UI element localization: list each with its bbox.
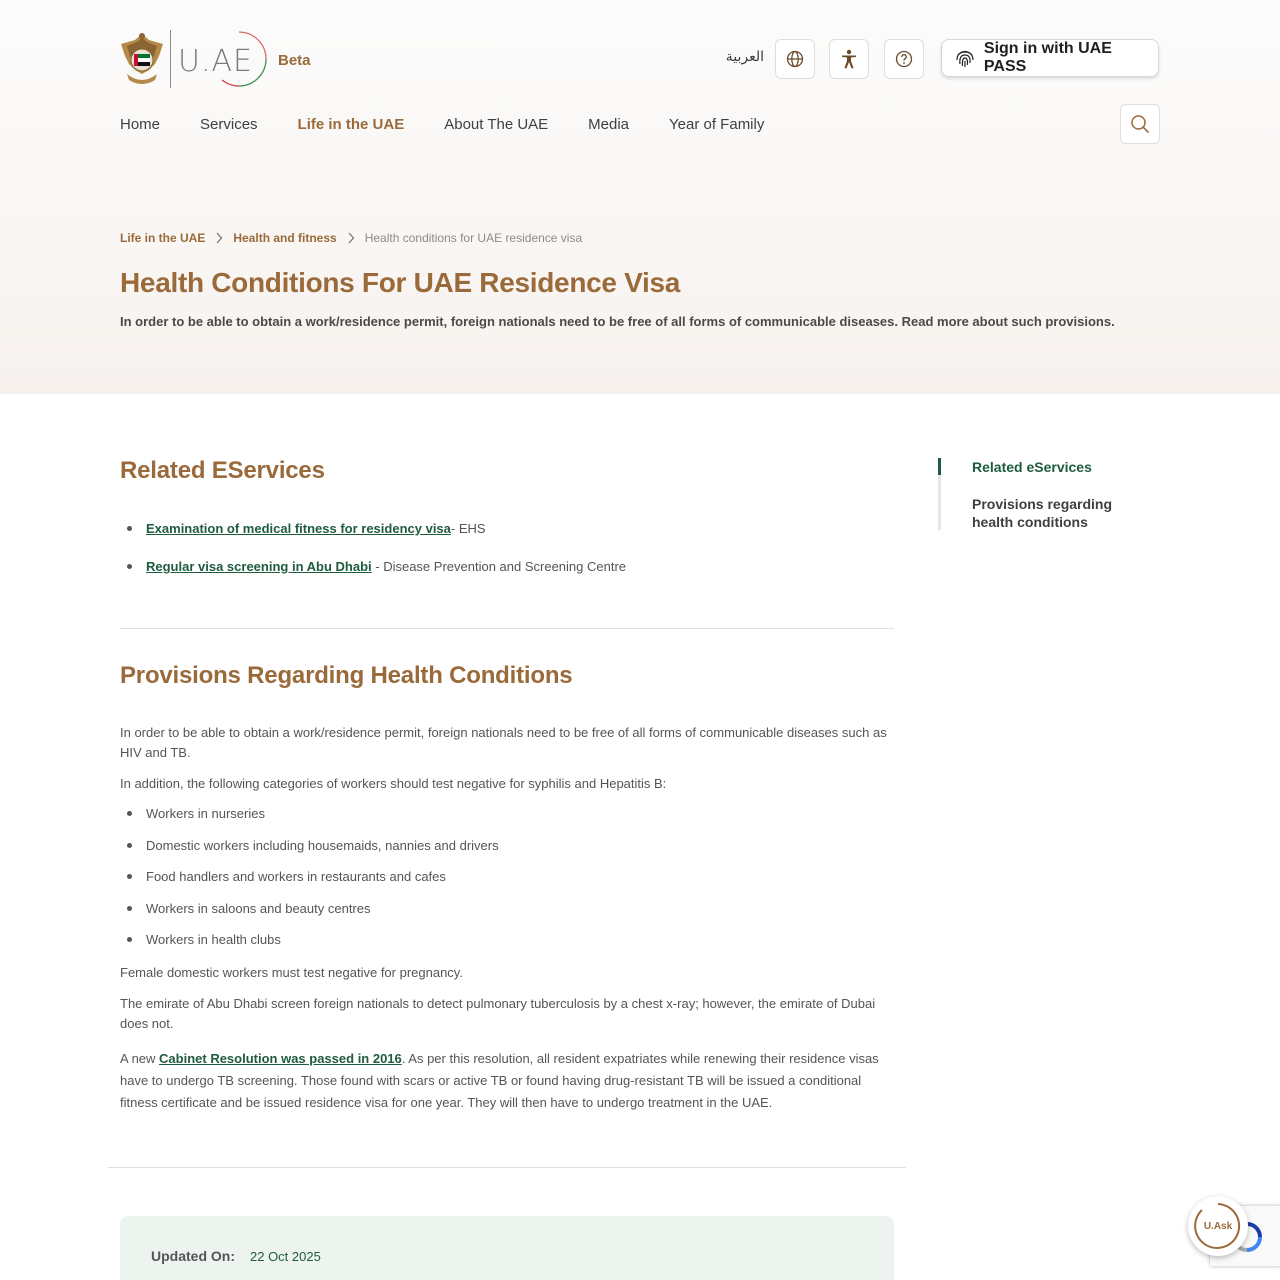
updated-on-label: Updated On: (151, 1248, 235, 1264)
breadcrumb-life-in-the-uae[interactable]: Life in the UAE (120, 231, 206, 245)
toc-track (938, 458, 941, 530)
eservice-provider: - Disease Prevention and Screening Centre (371, 559, 627, 574)
search-icon (1130, 114, 1150, 134)
help-icon (895, 50, 913, 68)
list-item: Workers in nurseries (120, 806, 265, 821)
nav-item-home[interactable]: Home (120, 116, 161, 133)
bullet-icon (127, 906, 132, 911)
provisions-paragraph: In order to be able to obtain a work/residence permit, foreign nationals need to be free of all forms of communicable diseases such as HIV and TB. (120, 725, 887, 760)
chevron-right-icon (347, 232, 355, 244)
list-item: Workers in saloons and beauty centres (120, 901, 371, 916)
nav-item-year-of-family[interactable]: Year of Family (669, 116, 765, 133)
eservice-provider: - EHS (450, 521, 486, 536)
provisions-paragraph: Female domestic workers must test negative for pregnancy. (120, 965, 463, 980)
list-item: Food handlers and workers in restaurants and cafes (120, 869, 446, 884)
provisions-paragraph: A new Cabinet Resolution was passed in 2016. As per this resolution, all resident expatriates while renewing their residence visas have to undergo TB screening. Those found with scars or active TB or found having drug-resistant TB will be issued a conditional fitness certificate and be issued residence visa for one year. They will then have to undergo treatment in the UAE. (120, 1051, 879, 1110)
list-item (120, 521, 486, 536)
bullet-icon (127, 843, 132, 848)
bullet-icon (127, 564, 132, 569)
page-title: Health Conditions For UAE Residence Visa (120, 267, 681, 298)
globe-icon (786, 50, 804, 68)
main-nav (120, 116, 804, 133)
breadcrumb-current: Health conditions for UAE residence visa (364, 231, 583, 245)
nav-item-about-the-uae[interactable]: About The UAE (444, 116, 549, 133)
nav-item-life-in-the-uae[interactable]: Life in the UAE (297, 116, 405, 133)
language-switch[interactable]: العربية (725, 49, 764, 65)
search-button[interactable] (1120, 104, 1160, 144)
updated-on-value: 22 Oct 2025 (250, 1249, 321, 1264)
list-item: Workers in health clubs (120, 932, 281, 947)
uask-chat-button[interactable] (1188, 1196, 1248, 1256)
toc-item-provisions[interactable]: Provisions regarding health conditions (972, 496, 1113, 530)
breadcrumb-health-and-fitness[interactable]: Health and fitness (233, 231, 337, 245)
logo-ring-icon (210, 30, 268, 88)
provisions-paragraph: In addition, the following categories of workers should test negative for syphilis and Hepatitis B: (120, 776, 667, 791)
page-lead: In order to be able to obtain a work/residence permit, foreign nationals need to be free of all forms of communicable diseases. Read more about such provisions. (120, 314, 1115, 329)
logo-text: U.AE (178, 44, 253, 79)
bullet-icon (127, 937, 132, 942)
updated-on-box (120, 1216, 894, 1280)
fingerprint-icon (954, 47, 976, 69)
provisions-heading: Provisions Regarding Health Conditions (120, 662, 573, 689)
nav-item-services[interactable]: Services (200, 116, 258, 133)
uae-pass-sign-in-button[interactable] (941, 39, 1159, 77)
cabinet-resolution-link[interactable]: Cabinet Resolution was passed in 2016 (159, 1051, 402, 1066)
globe-button[interactable] (775, 39, 815, 79)
toc-item-related-eservices[interactable]: Related eServices (972, 459, 1092, 475)
logo-divider (170, 30, 171, 88)
list-item: Domestic workers including housemaids, nannies and drivers (120, 838, 499, 853)
eservice-link-medical-fitness[interactable]: Examination of medical fitness for residency visa (146, 521, 451, 536)
section-divider (120, 628, 894, 629)
bullet-icon (127, 811, 132, 816)
accessibility-icon (840, 49, 858, 69)
help-button[interactable] (884, 39, 924, 79)
breadcrumb (120, 231, 582, 245)
uask-label: U.Ask (1203, 1220, 1233, 1232)
nav-item-media[interactable]: Media (588, 116, 630, 133)
toc-active-indicator (938, 458, 941, 475)
section-divider (108, 1167, 906, 1168)
accessibility-button[interactable] (829, 39, 869, 79)
related-eservices-heading: Related EServices (120, 457, 325, 484)
uae-pass-label: Sign in with UAE PASS (983, 40, 1112, 75)
eservice-link-visa-screening[interactable]: Regular visa screening in Abu Dhabi (146, 559, 372, 574)
bullet-icon (127, 526, 132, 531)
bullet-icon (127, 874, 132, 879)
beta-badge: Beta (278, 52, 311, 69)
chevron-right-icon (215, 232, 223, 244)
list-item (120, 559, 626, 574)
provisions-paragraph: The emirate of Abu Dhabi screen foreign nationals to detect pulmonary tuberculosis by a chest x-ray; however, the emirate of Dubai does not. (120, 996, 876, 1031)
uae-emblem-icon (119, 30, 165, 88)
